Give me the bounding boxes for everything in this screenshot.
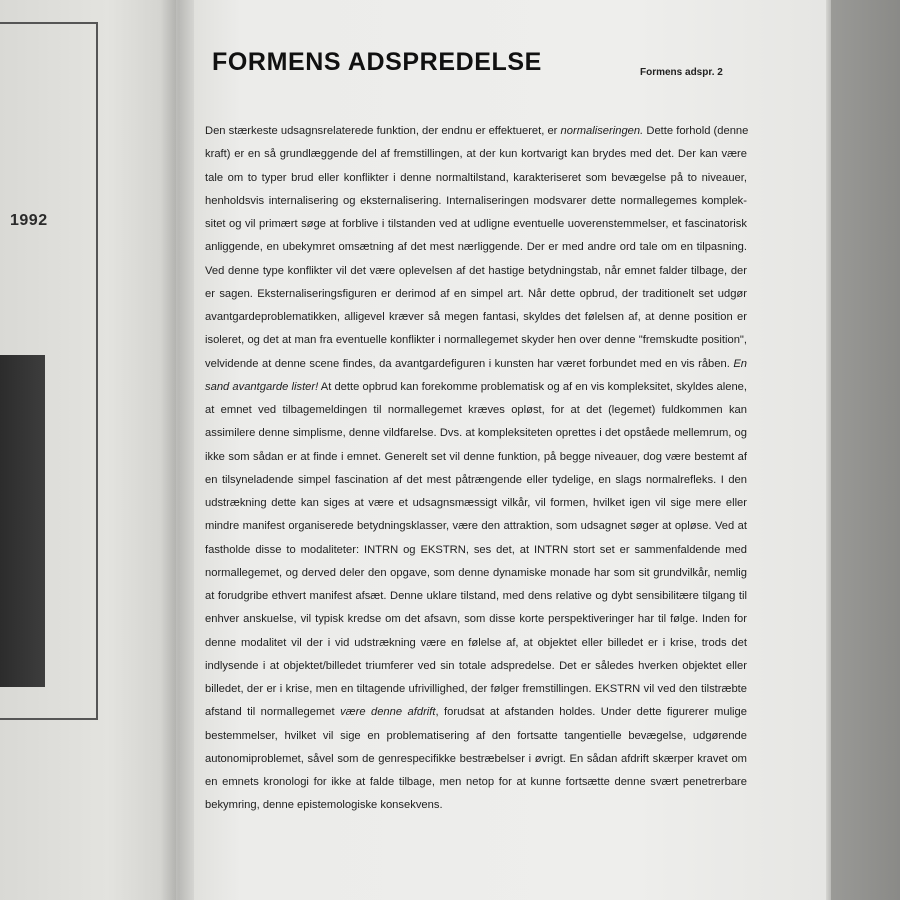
- text-segment: henholdsvis internalisering og eksternalisering. Internaliseringen modsvarer dette normallegemes komplek-: [205, 194, 747, 207]
- italic-text: være denne afdrift: [340, 706, 436, 719]
- text-line: [205, 515, 747, 538]
- text-line: [205, 213, 747, 236]
- text-line: [205, 190, 747, 213]
- text-line: [205, 469, 747, 492]
- text-line: [205, 539, 747, 562]
- text-segment: normallegemet, og derved deler den opgave, som denne dynamiske monade har som sit grundvilkår, nemlig: [205, 566, 747, 579]
- text-line: [205, 701, 747, 724]
- text-segment: billedet, der er i krise, men en tiltagende ufrivillighed, der følger fremstillingen. EKSTRN vil ved den tilstræbte: [205, 683, 747, 695]
- text-segment: At dette opbrud kan forekomme problematisk og af en vis kompleksitet, skyldes alene,: [318, 380, 747, 393]
- text-segment: en tilsyneladende simpel fascination af det mest påtrængende eller tydelige, en slags normalrefleks. I den: [205, 473, 747, 486]
- text-segment: Den stærkeste udsagnsrelaterede funktion, der endnu er effektueret, er: [205, 125, 561, 137]
- text-segment: sitet og vil primært søge at forblive i tilstanden ved at udligne eventuelle uoverenstemmelser, et fascinatorisk: [205, 218, 747, 230]
- text-line: [205, 771, 747, 794]
- text-line: [205, 167, 747, 190]
- text-segment: ikke som sådan er at finde i emnet. Generelt set vil denne funktion, på begge niveauer, dog være bestemt af: [205, 450, 747, 463]
- text-line: [205, 260, 747, 283]
- text-segment: kraft) er en så grundlæggende del af fremstillingen, at der kun kortvarigt kan brydes med det. Der kan være: [205, 148, 747, 161]
- text-line: [205, 399, 747, 422]
- text-line: [205, 678, 747, 701]
- text-line: [205, 120, 747, 143]
- text-line: [205, 585, 747, 608]
- text-segment: isoleret, og det at man fra eventuelle konflikter i normallegemet skyder hen over denne "fremskudte position",: [205, 334, 747, 347]
- text-segment: en emnets kronologi for ikke at falde tilbage, men netop for at kunne fortsætte denne svært penetrerbare: [205, 776, 747, 788]
- text-segment: tale om to typer brud eller konflikter i denne normaltilstand, karakteriseret som bevægelse på to niveauer,: [205, 171, 747, 184]
- text-segment: bekymring, denne epistemologiske konsekvens.: [205, 799, 443, 812]
- text-segment: at emnet ved tilbagemeldingen til normallegemet kræves opløst, for at det (legemet) fuldkommen kan: [205, 404, 747, 416]
- left-page: [0, 0, 180, 900]
- text-segment: autonomiproblemet, såvel som de genrespecifikke bestræbelser i øvrigt. En sådan afdrift skærper kravet om: [205, 752, 747, 765]
- text-line: [205, 632, 747, 655]
- text-segment: , forudsat at afstanden holdes. Under dette figurerer mulige: [435, 706, 747, 719]
- text-line: [205, 353, 747, 376]
- italic-text: En: [733, 357, 747, 370]
- text-line: [205, 283, 747, 306]
- text-segment: udstrækning dette kan siges at være et udsagnsmæssigt vilkår, vil formen, hvilket igen vil sige mere eller: [205, 497, 747, 509]
- table-surface: [830, 0, 900, 900]
- text-segment: velvidende at denne scene findes, da avantgardefiguren i kunsten har været forbundet med en vis råben.: [205, 357, 734, 370]
- text-line: [205, 748, 747, 771]
- book-gutter: [160, 0, 194, 900]
- text-segment: bestemmelser, hvilket vil sige en problematisering af den fortsatte tangentielle bevægelse, udgørende: [205, 729, 747, 742]
- text-segment: afstand til normallegemet: [205, 706, 341, 719]
- text-line: [205, 492, 747, 515]
- text-line: [205, 655, 747, 678]
- text-segment: denne modalitet vil der i vid udstrækning være en følelse af, at objektet eller billedet er i krise, trods det: [205, 636, 747, 649]
- text-line: [205, 446, 747, 469]
- text-segment: at forudgribe ethvert manifest afsæt. Denne uklare tilstand, med dens relative og dybt sensibilitære tilgang til: [205, 590, 747, 602]
- text-line: [205, 306, 747, 329]
- text-segment: anliggende, en ubekymret omsætning af det mest nærliggende. Der er med andre ord tale om en tilpasning.: [205, 241, 747, 254]
- italic-text: sand avantgarde lister!: [205, 380, 319, 393]
- text-line: [205, 562, 747, 585]
- left-page-year: 1992: [10, 212, 48, 229]
- text-segment: mindre manifest organiserede betydningsklasser, være den attraktion, som udsagnet søger at opløse. Ved at: [205, 520, 747, 533]
- page-title: FORMENS ADSPREDELSE: [212, 48, 542, 76]
- italic-text: normaliseringen.: [560, 125, 644, 137]
- body-text: [205, 120, 747, 818]
- text-line: [205, 608, 747, 631]
- text-segment: Dette forhold (denne: [643, 125, 749, 137]
- text-segment: Ved denne type konflikter vil det være oplevelsen af det hastige betydningstab, når emnet falder tilbage, der: [205, 264, 747, 277]
- text-segment: er sagen. Eksternaliseringsfiguren er derimod af en simpel art. Når dette opbrud, der traditionelt set udgør: [205, 287, 747, 300]
- text-line: [205, 725, 747, 748]
- text-segment: assimilere denne simplisme, denne vildfarelse. Dvs. at kompleksiteten oprettes i det opståede mellemrum, og: [205, 427, 747, 440]
- text-line: [205, 794, 747, 817]
- text-segment: avantgardeproblematikken, alligevel kræver så megen fantasi, skyldes det følelsen af, at denne position er: [205, 311, 747, 323]
- running-head: Formens adspr. 2: [640, 67, 723, 78]
- left-page-photo: [0, 355, 45, 687]
- text-line: [205, 422, 747, 445]
- text-line: [205, 376, 747, 399]
- text-segment: fastholde disse to modaliteter: INTRN og EKSTRN, ses det, at INTRN stort set er sammenfaldende med: [205, 543, 747, 556]
- text-line: [205, 143, 747, 166]
- text-line: [205, 236, 747, 259]
- text-line: [205, 329, 747, 352]
- text-segment: indlysende i at objektet/billedet triumferer ved sin totale adspredelse. Det er således hverken objektet eller: [205, 659, 747, 672]
- text-segment: enhver anskuelse, vil typisk kredse om det afsavn, som disse korte perspektiveringer har til følge. Inden for: [205, 613, 747, 626]
- page-edge: [826, 0, 831, 900]
